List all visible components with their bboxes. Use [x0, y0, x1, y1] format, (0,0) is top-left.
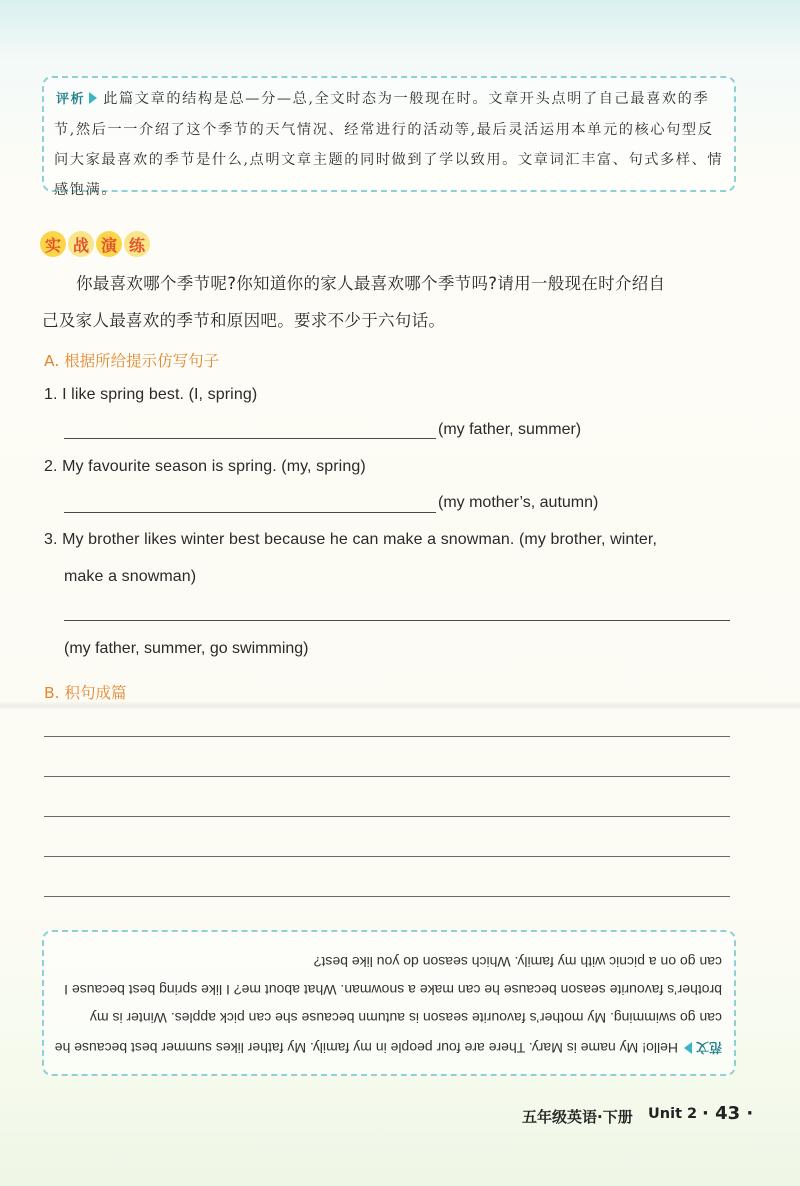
section-title-char: 演 [96, 231, 122, 257]
writing-line[interactable] [44, 816, 730, 817]
model-essay-text [52, 948, 722, 1062]
question-3-hint: (my father, summer, go swimming) [64, 640, 309, 657]
section-title [40, 226, 152, 262]
question-2: 2. My favourite season is spring. (my, spring) [44, 458, 366, 475]
model-tag: 范文 [695, 1039, 722, 1054]
part-a-title: A. 根据所给提示仿写句子 [44, 352, 220, 370]
footer-unit: Unit 2 [648, 1106, 698, 1122]
comment-tag: 评析 [56, 92, 86, 107]
section-title-char: 实 [40, 231, 66, 257]
writing-line[interactable] [44, 776, 730, 777]
comment-body: 此篇文章的结构是总—分—总,全文时态为一般现在时。文章开头点明了自己最喜欢的季节,然后一一介绍了这个季节的天气情况、经常进行的活动等,最后灵活运用本单元的核心句型反问大家最喜欢的季节是什么,点明文章主题的同时做到了学以致用。文章词汇丰富、句式多样、情感饱满。 [54, 91, 724, 198]
part-b-title: B. 积句成篇 [44, 684, 127, 702]
footer-book-title: 五年级英语·下册 [522, 1108, 633, 1126]
question-3-line1: 3. My brother likes winter best because he can make a snowman. (my brother, winter, [44, 531, 658, 548]
section-title-char: 战 [68, 231, 94, 257]
question-1: 1. I like spring best. (I, spring) [44, 386, 258, 403]
page-fold-shadow [0, 702, 800, 710]
question-1-hint: (my father, summer) [438, 421, 582, 438]
writing-line[interactable] [44, 896, 730, 897]
answer-line-1[interactable] [64, 438, 436, 439]
triangle-right-icon [89, 92, 97, 104]
comment-text-block [54, 84, 724, 205]
task-intro-line1: 你最喜欢哪个季节呢?你知道你的家人最喜欢哪个季节吗?请用一般现在时介绍自 [76, 274, 666, 293]
model-essay-body: Hello! My name is Mary. There are four people in my family. My father likes summer best because he can go swimming. My mother’s favourite season is autumn because she can pick apples. Winter is my brother’s favourite season because he can make a snowman. What about me? I like spring best because I can go on a picnic with my family. Which season do you like best? [54, 954, 722, 1056]
writing-line[interactable] [44, 736, 730, 737]
model-essay-upside-down [44, 932, 734, 1074]
writing-line[interactable] [44, 856, 730, 857]
answer-line-3[interactable] [64, 620, 730, 621]
section-title-char: 练 [124, 231, 150, 257]
question-2-hint: (my mother’s, autumn) [438, 494, 599, 511]
page-number: · 43 · [702, 1103, 754, 1124]
question-3-line2: make a snowman) [64, 568, 197, 585]
task-intro-line2: 己及家人最喜欢的季节和原因吧。要求不少于六句话。 [42, 311, 446, 330]
triangle-right-icon [684, 1042, 692, 1054]
answer-line-2[interactable] [64, 512, 436, 513]
comment-box [42, 76, 736, 198]
model-essay-box [42, 930, 736, 1076]
